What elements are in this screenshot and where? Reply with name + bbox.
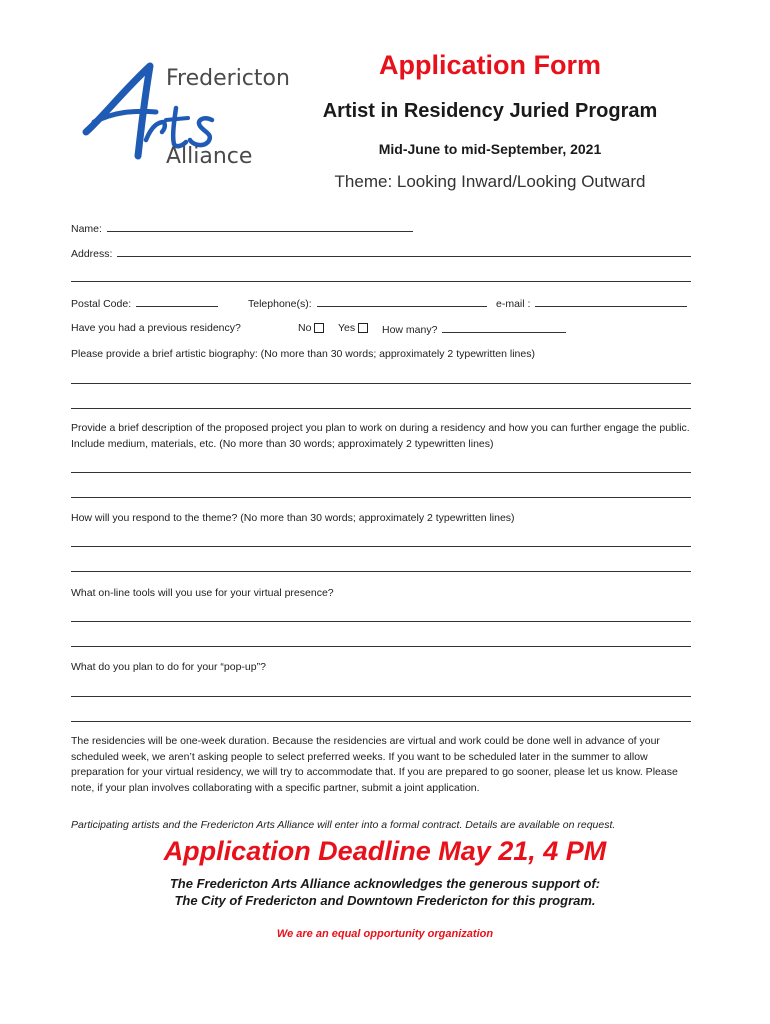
yes-option (338, 322, 368, 334)
online-tools-answer-line-2[interactable] (71, 646, 691, 647)
no-label: No (298, 322, 312, 334)
acknowledgement-line-1: The Fredericton Arts Alliance acknowledges the generous support of: (169, 876, 601, 891)
no-checkbox[interactable] (314, 323, 324, 333)
postal-code-group (71, 296, 218, 310)
project-answer-line-1[interactable] (71, 472, 691, 473)
telephone-group (248, 296, 487, 310)
address-label: Address: (71, 248, 113, 260)
theme-question: How will you respond to the theme? (No more than 30 words; approximately 2 typewritten lines) (71, 512, 515, 524)
postal-code-field[interactable] (136, 296, 218, 307)
how-many-label: How many? (382, 324, 438, 336)
biography-question: Please provide a brief artistic biography: (No more than 30 words; approximately 2 typewritten lines) (71, 348, 535, 360)
project-answer-line-2[interactable] (71, 497, 691, 498)
theme-answer-line-1[interactable] (71, 546, 691, 547)
contract-note: Participating artists and the Fredericton Arts Alliance will enter into a formal contract. Details are available on request. (71, 819, 616, 831)
how-many-group (382, 322, 566, 336)
program-dates: Mid-June to mid-September, 2021 (378, 141, 602, 157)
telephone-field[interactable] (317, 296, 487, 307)
program-subtitle: Artist in Residency Juried Program (322, 100, 658, 122)
telephone-label: Telephone(s): (248, 298, 312, 310)
postal-code-label: Postal Code: (71, 298, 132, 310)
application-deadline: Application Deadline May 21, 4 PM (163, 836, 607, 866)
acknowledgement-line-2: The City of Fredericton and Downtown Fredericton for this program. (174, 893, 596, 908)
yes-label: Yes (338, 322, 356, 334)
name-field[interactable] (107, 221, 413, 232)
equal-opportunity-statement: We are an equal opportunity organization (276, 928, 494, 940)
popup-answer-line-1[interactable] (71, 696, 691, 697)
popup-answer-line-2[interactable] (71, 721, 691, 722)
yes-checkbox[interactable] (358, 323, 368, 333)
residency-info-paragraph: The residencies will be one-week duration. Because the residencies are virtual and work could be done well in advance of your scheduled week, we aren’t asking people to select preferred weeks. If you want to be scheduled later in the summer to allow preparation for your virtual residency, we will try to accommodate that. If you are prepared to go sooner, please let us know. Please note, if your plan involves collaborating with a specific partner, submit a joint application. (71, 735, 678, 794)
email-label: e-mail : (496, 298, 531, 310)
name-row (71, 221, 413, 235)
address-row (71, 246, 691, 260)
project-question: Provide a brief description of the proposed project you plan to work on during a residency and how you can further engage the public. Include medium, materials, etc. (No more than 30 words; approximately 2 typewritten lines) (71, 422, 690, 450)
how-many-field[interactable] (442, 322, 566, 333)
address-field[interactable] (117, 246, 691, 257)
online-tools-answer-line-1[interactable] (71, 621, 691, 622)
online-tools-question: What on-line tools will you use for your virtual presence? (71, 587, 334, 599)
theme-answer-line-2[interactable] (71, 571, 691, 572)
previous-residency-label: Have you had a previous residency? (71, 322, 241, 334)
address-field-line-2[interactable] (71, 281, 691, 282)
email-group (496, 296, 687, 310)
email-field[interactable] (535, 296, 687, 307)
biography-answer-line-2[interactable] (71, 408, 691, 409)
form-title: Application Form (379, 50, 601, 80)
popup-question: What do you plan to do for your “pop-up”? (71, 661, 266, 673)
no-option (298, 322, 324, 334)
biography-answer-line-1[interactable] (71, 383, 691, 384)
logo-text-alliance: Alliance (166, 144, 253, 169)
logo-text-fredericton: Fredericton (166, 66, 290, 91)
name-label: Name: (71, 223, 102, 235)
fredericton-arts-alliance-logo (80, 60, 290, 175)
program-theme: Theme: Looking Inward/Looking Outward (334, 172, 646, 191)
